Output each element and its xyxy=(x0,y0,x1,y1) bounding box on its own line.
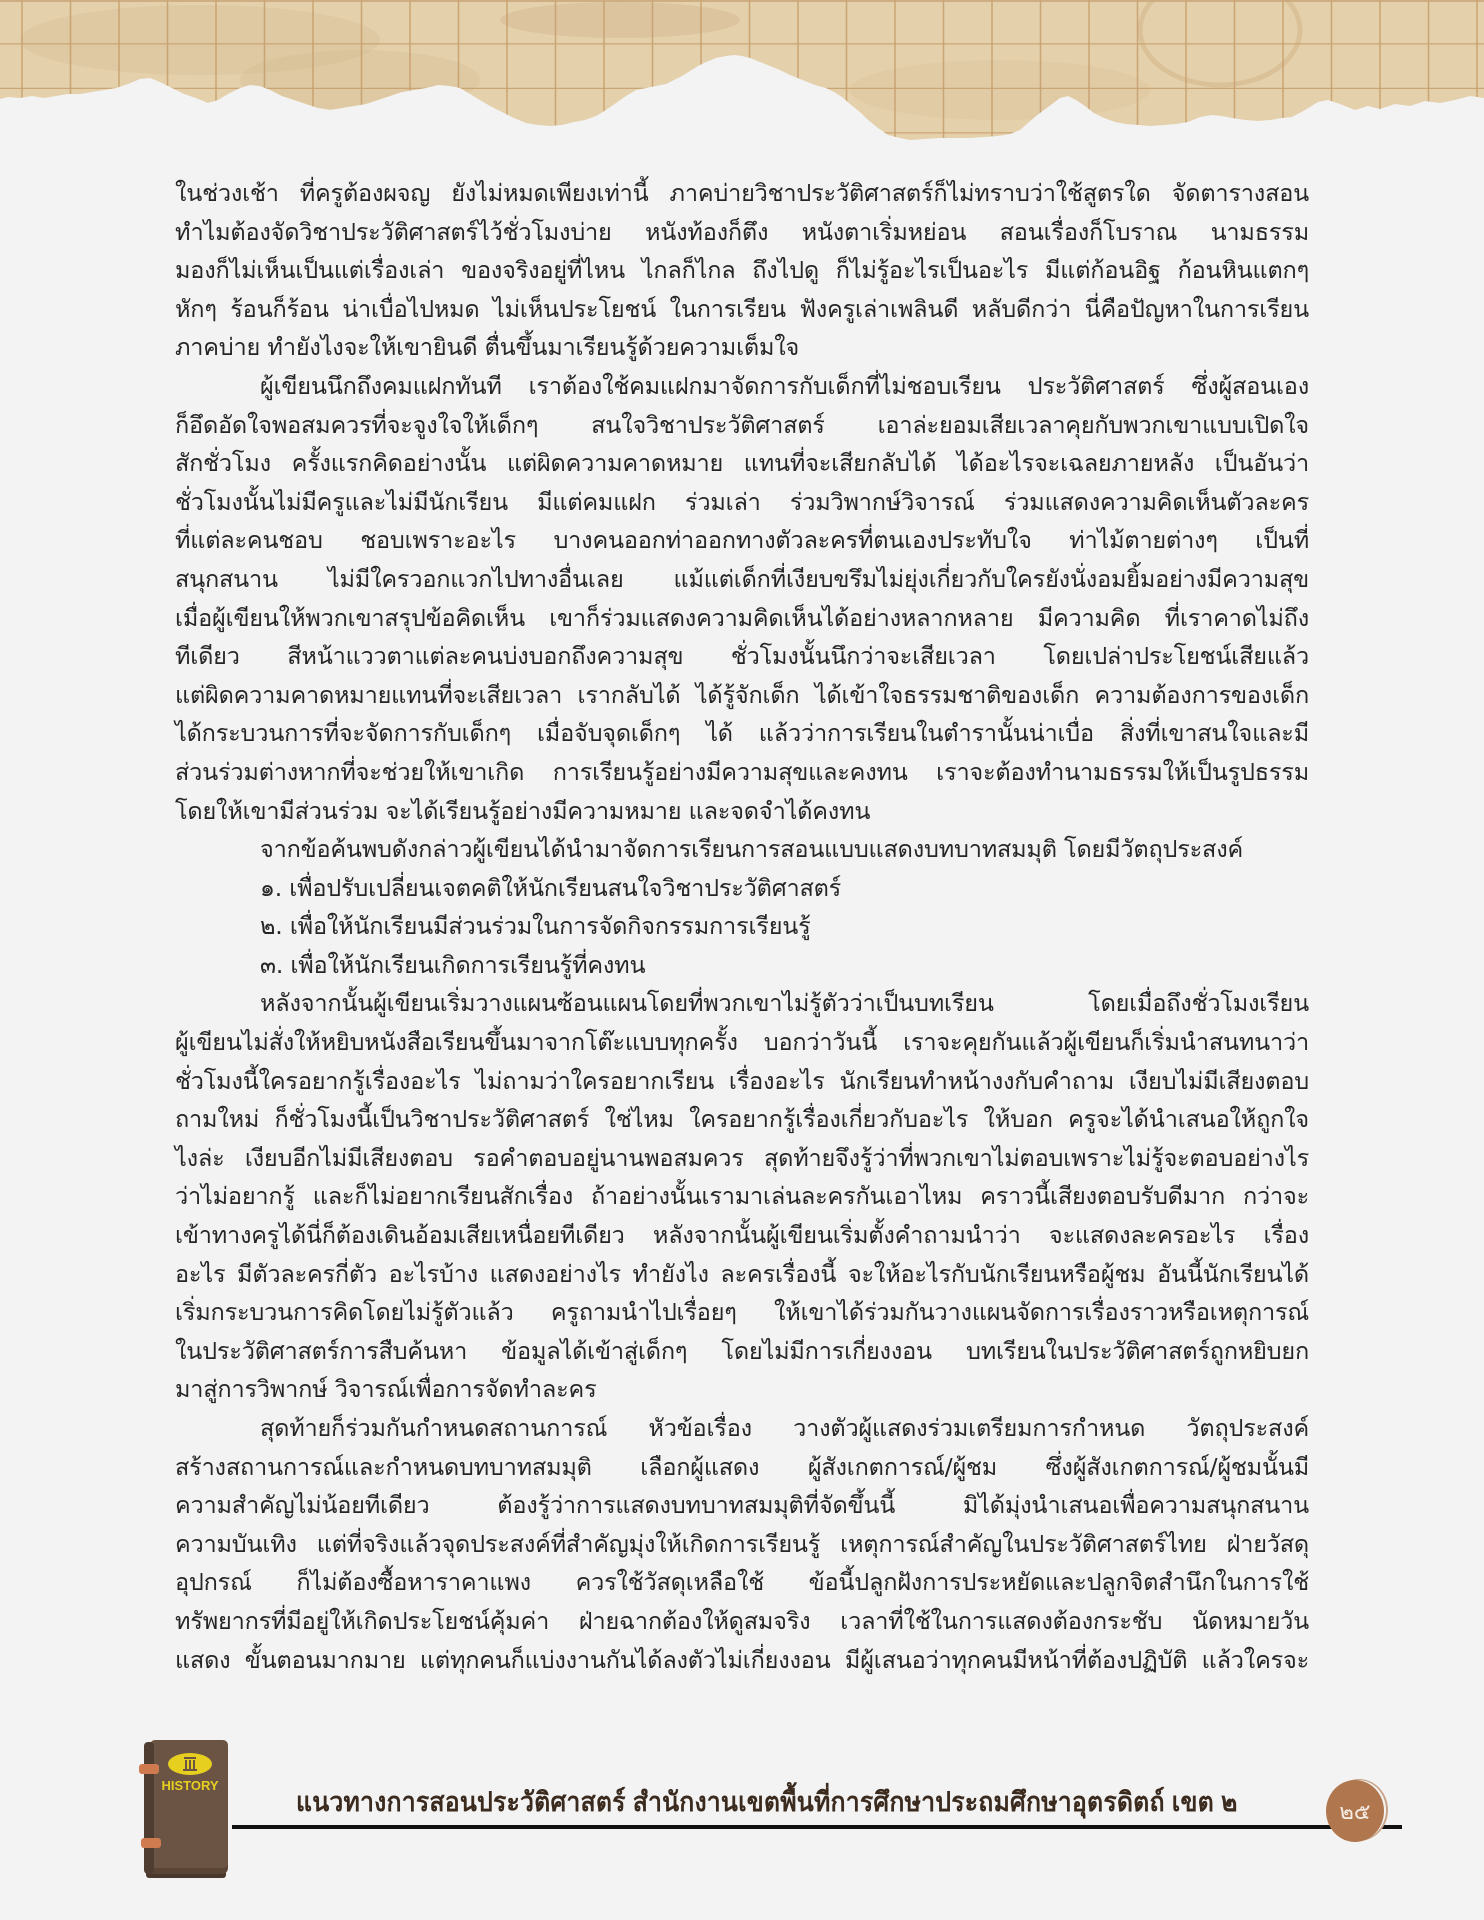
text-line: ชั่วโมงนั้นไม่มีครูและไม่มีนักเรียน มีแต่คมแฝก ร่วมเล่า ร่วมวิพากษ์วิจารณ์ ร่วมแสดงความคิดเห็นตัวละคร xyxy=(175,487,1309,516)
footer-title: แนวทางการสอนประวัติศาสตร์ สำนักงานเขตพื้นที่การศึกษาประถมศึกษาอุตรดิตถ์ เขต ๒ xyxy=(296,1787,1238,1817)
text-line: ความสำคัญไม่น้อยทีเดียว ต้องรู้ว่าการแสดงบทบาทสมมุติที่จัดขึ้นนี้ มิได้มุ่งนำเสนอเพื่อความสนุกสนาน xyxy=(175,1491,1309,1520)
text-line: มาสู่การวิพากษ์ วิจารณ์เพื่อการจัดทำละคร xyxy=(175,1375,597,1404)
text-line: สนุกสนาน ไม่มีใครวอกแวกไปทางอื่นเลย แม้แต่เด็กที่เงียบขรึมไม่ยุ่งเกี่ยวกับใครยังนั่งอมยิ้มอย่างมีความสุข xyxy=(175,564,1309,593)
paragraph-first-line: จากข้อค้นพบดังกล่าวผู้เขียนได้นำมาจัดการเรียนการสอนแบบแสดงบทบาทสมมุติ โดยมีวัตถุประสงค์ xyxy=(260,835,1243,864)
grid-paper-icon xyxy=(0,0,1484,170)
header-torn-paper-banner xyxy=(0,0,1484,170)
book-label: HISTORY xyxy=(161,1778,219,1793)
paragraph-first-line: ผู้เขียนนึกถึงคมแฝกทันที เราต้องใช้คมแฝกมาจัดการกับเด็กที่ไม่ชอบเรียน ประวัติศาสตร์ ซึ่งผู้สอนเอง xyxy=(260,371,1309,400)
text-line: ได้กระบวนการที่จะจัดการกับเด็กๆ เมื่อจับจุดเด็กๆ ได้ แล้วว่าการเรียนในตำรานั้นน่าเบื่อ สิ่งที่เขาสนใจและมี xyxy=(175,719,1309,748)
objective-item-3: ๓. เพื่อให้นักเรียนเกิดการเรียนรู้ที่คงทน xyxy=(260,950,646,979)
text-line: ในประวัติศาสตร์การสืบค้นหา ข้อมูลได้เข้าสู่เด็กๆ โดยไม่มีการเกี่ยงงอน บทเรียนในประวัติศาสตร์ถูกหยิบยก xyxy=(175,1336,1309,1365)
text-line: หักๆ ร้อนก็ร้อน น่าเบื่อไปหมด ไม่เห็นประโยชน์ ในการเรียน ฟังครูเล่าเพลินดี หลับดีกว่า นี่คือปัญหาในการเรียน xyxy=(175,294,1309,323)
text-line: ทรัพยากรที่มีอยู่ให้เกิดประโยชน์คุ้มค่า ฝ่ายฉากต้องให้ดูสมจริง เวลาที่ใช้ในการแสดงต้องกระชับ นัดหมายวัน xyxy=(175,1606,1309,1635)
page-number-badge xyxy=(1326,1780,1384,1842)
paragraph-first-line: หลังจากนั้นผู้เขียนเริ่มวางแผนซ้อนแผนโดยที่พวกเขาไม่รู้ตัวว่าเป็นบทเรียน โดยเมื่อถึงชั่วโมงเรียน xyxy=(260,989,1309,1018)
text-line: อุปกรณ์ ก็ไม่ต้องซื้อหาราคาแพง ควรใช้วัสดุเหลือใช้ ข้อนี้ปลูกฝังการประหยัดและปลูกจิตสำนึกในการใช้ xyxy=(175,1568,1309,1597)
objective-item-1: ๑. เพื่อปรับเปลี่ยนเจตคติให้นักเรียนสนใจวิชาประวัติศาสตร์ xyxy=(260,873,842,902)
text-line: ในช่วงเช้า ที่ครูต้องผจญ ยังไม่หมดเพียงเท่านี้ ภาคบ่ายวิชาประวัติศาสตร์ก็ไม่ทราบว่าใช้สูตรใด จัดตารางสอน xyxy=(175,179,1309,207)
text-line: แสดง ขั้นตอนมากมาย แต่ทุกคนก็แบ่งงานกันได้ลงตัวไม่เกี่ยงงอน มีผู้เสนอว่าทุกคนมีหน้าที่ต้องปฏิบัติ แล้วใครจะ xyxy=(175,1645,1309,1674)
paragraph-first-line: สุดท้ายก็ร่วมกันกำหนดสถานการณ์ หัวข้อเรื่อง วางตัวผู้แสดงร่วมเตรียมการกำหนด วัตถุประสงค์ xyxy=(260,1414,1309,1442)
objective-item-2: ๒. เพื่อให้นักเรียนมีส่วนร่วมในการจัดกิจกรรมการเรียนรู้ xyxy=(260,912,811,941)
text-line: มองก็ไม่เห็นเป็นแต่เรื่องเล่า ของจริงอยู่ที่ไหน ไกลก็ไกล ถึงไปดู ก็ไม่รู้อะไรเป็นอะไร มีแต่ก้อนอิฐ ก้อนหินแตกๆ xyxy=(175,256,1309,285)
text-line: ภาคบ่าย ทำยังไงจะให้เขายินดี ตื่นขึ้นมาเรียนรู้ด้วยความเต็มใจ xyxy=(175,333,800,362)
text-line: ไงล่ะ เงียบอีกไม่มีเสียงตอบ รอคำตอบอยู่นานพอสมควร สุดท้ายจึงรู้ว่าที่พวกเขาไม่ตอบเพราะไม่รู้จะตอบอย่างไร xyxy=(175,1143,1309,1172)
text-line: ความบันเทิง แต่ที่จริงแล้วจุดประสงค์ที่สำคัญมุ่งให้เกิดการเรียนรู้ เหตุการณ์สำคัญในประวัติศาสตร์ไทย ฝ่ายวัสดุ xyxy=(175,1529,1309,1558)
text-line: ว่าไม่อยากรู้ และก็ไม่อยากเรียนสักเรื่อง ถ้าอย่างนั้นเรามาเล่นละครกันเอาไหม คราวนี้เสียงตอบรับดีมาก กว่าจะ xyxy=(175,1182,1309,1211)
text-line: แต่ผิดความคาดหมายแทนที่จะเสียเวลา เรากลับได้ ได้รู้จักเด็ก ได้เข้าใจธรรมชาติของเด็ก ความต้องการของเด็ก xyxy=(175,680,1309,709)
text-line: สักชั่วโมง ครั้งแรกคิดอย่างนั้น แต่ผิดความคาดหมาย แทนที่จะเสียกลับได้ ได้อะไรจะเฉลยภายหลัง เป็นอันว่า xyxy=(175,449,1309,478)
page-footer xyxy=(0,1730,1484,1920)
text-line: โดยให้เขามีส่วนร่วม จะได้เรียนรู้อย่างมีความหมาย และจดจำได้คงทน xyxy=(175,796,871,825)
text-line: ส่วนร่วมต่างหากที่จะช่วยให้เขาเกิด การเรียนรู้อย่างมีความสุขและคงทน เราจะต้องทำนามธรรมให้เป็นรูปธรรม xyxy=(175,757,1309,786)
text-line: ทำไมต้องจัดวิชาประวัติศาสตร์ไว้ชั่วโมงบ่าย หนังท้องก็ตึง หนังตาเริ่มหย่อน สอนเรื่องก็โบราณ นามธรรม xyxy=(175,217,1309,246)
page-number: ๒๕ xyxy=(1339,1799,1371,1825)
text-line: เข้าทางครูได้นี่ก็ต้องเดินอ้อมเสียเหนื่อยทีเดียว หลังจากนั้นผู้เขียนเริ่มตั้งคำถามนำว่า จะแสดงละครอะไร เรื่อง xyxy=(175,1221,1309,1250)
text-line: ถามใหม่ ก็ชั่วโมงนี้เป็นวิชาประวัติศาสตร์ ใช่ไหม ใครอยากรู้เรื่องเกี่ยวกับอะไร ให้บอก ครูจะได้นำเสนอให้ถูกใจ xyxy=(175,1105,1309,1134)
text-line: ชั่วโมงนี้ใครอยากรู้เรื่องอะไร ไม่ถามว่าใครอยากเรียน เรื่องอะไร นักเรียนทำหน้างงกับคำถาม เงียบไม่มีเสียงตอบ xyxy=(175,1066,1309,1095)
text-line: ทีเดียว สีหน้าแววตาแต่ละคนบ่งบอกถึงความสุข ชั่วโมงนั้นนึกว่าจะเสียเวลา โดยเปล่าประโยชน์เสียแล้ว xyxy=(175,642,1309,671)
article-body xyxy=(175,174,1309,1679)
text-line: ที่แต่ละคนชอบ ชอบเพราะอะไร บางคนออกท่าออกทางตัวละครที่ตนเองประทับใจ ท่าไม้ตายต่างๆ เป็นที่ xyxy=(175,526,1309,555)
text-line: สร้างสถานการณ์และกำหนดบทบาทสมมุติ เลือกผู้แสดง ผู้สังเกตการณ์/ผู้ชม ซึ่งผู้สังเกตการณ์/ผู้ชมนั้นมี xyxy=(175,1452,1309,1481)
text-line: ผู้เขียนไม่สั่งให้หยิบหนังสือเรียนขึ้นมาจากโต๊ะแบบทุกครั้ง บอกว่าวันนี้ เราจะคุยกันแล้วผู้เขียนก็เริ่มนำสนทนาว่า xyxy=(175,1028,1309,1057)
text-line: เมื่อผู้เขียนให้พวกเขาสรุปข้อคิดเห็น เขาก็ร่วมแสดงความคิดเห็นได้อย่างหลากหลาย มีความคิด ที่เราคาดไม่ถึง xyxy=(175,603,1309,632)
footer-divider xyxy=(232,1825,1402,1829)
text-line: ก็อึดอัดใจพอสมควรที่จะจูงใจให้เด็กๆ สนใจวิชาประวัติศาสตร์ เอาล่ะยอมเสียเวลาคุยกับพวกเขาแบบเปิดใจ xyxy=(175,410,1309,439)
history-book-icon xyxy=(136,1738,232,1884)
text-line: เริ่มกระบวนการคิดโดยไม่รู้ตัวแล้ว ครูถามนำไปเรื่อยๆ ให้เขาได้ร่วมกันวางแผนจัดการเรื่องราวหรือเหตุการณ์ xyxy=(175,1298,1309,1327)
text-line: อะไร มีตัวละครกี่ตัว อะไรบ้าง แสดงอย่างไร ทำยังไง ละครเรื่องนี้ จะให้อะไรกับนักเรียนหรือผู้ชม อันนี้นักเรียนได้ xyxy=(175,1259,1309,1288)
